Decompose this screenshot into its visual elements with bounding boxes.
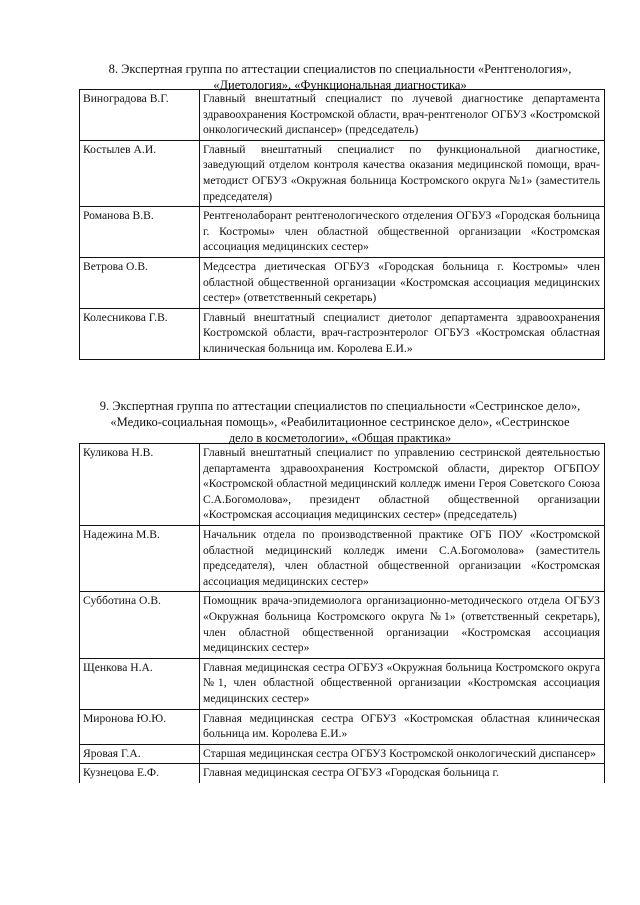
member-name: Костылев А.И. — [80, 140, 200, 206]
member-description: Начальник отдела по производственной практике ОГБ ПОУ «Костромской областной медицинский колледж имени С.А.Богомолова» (заместитель председателя), член областной общественной организации «Костромская ассоциация медицинских сестер» — [200, 525, 605, 591]
member-description: Медсестра диетическая ОГБУЗ «Городская больница г. Костромы» член областной общественной организации «Костромская ассоциация медицинских сестер» (ответственный секретарь) — [200, 257, 605, 308]
section-9-members-table — [79, 443, 605, 783]
table-row — [80, 140, 605, 206]
member-name: Субботина О.В. — [80, 592, 200, 658]
member-name: Кузнецова Е.Ф. — [80, 764, 200, 784]
member-description: Главная медицинская сестра ОГБУЗ «Окружная больница Костромского округа №1, член областной общественной организации «Костромская ассоциация медицинских сестер» — [200, 658, 605, 709]
member-name: Щенкова Н.А. — [80, 658, 200, 709]
section-8-members-table — [79, 89, 605, 360]
member-name: Ветрова О.В. — [80, 257, 200, 308]
heading-line: «Диетология», «Функциональная диагностика» — [213, 78, 467, 92]
table-row — [80, 658, 605, 709]
table-row — [80, 444, 605, 526]
table-row — [80, 308, 605, 359]
heading-line: 9. Экспертная группа по аттестации специалистов по специальности «Сестринское дело», — [99, 399, 581, 413]
table-row — [80, 257, 605, 308]
member-description: Рентгенолаборант рентгенологического отделения ОГБУЗ «Городская больница г. Костромы» член областной общественной организации «Костромская ассоциация медицинских сестер» — [200, 207, 605, 258]
table-row — [80, 592, 605, 658]
member-name: Яровая Г.А. — [80, 744, 200, 764]
table-row — [80, 709, 605, 744]
heading-line: 8. Экспертная группа по аттестации специалистов по специальности «Рентгенология», — [108, 62, 572, 76]
section-9-heading — [60, 398, 620, 446]
member-name: Куликова Н.В. — [80, 444, 200, 526]
table-row — [80, 744, 605, 764]
member-name: Романова В.В. — [80, 207, 200, 258]
table-row — [80, 764, 605, 784]
member-name: Надежина М.В. — [80, 525, 200, 591]
heading-line: «Медико-социальная помощь», «Реабилитационное сестринское дело», «Сестринское — [110, 415, 570, 429]
member-description: Старшая медицинская сестра ОГБУЗ Костромской онкологический диспансер» — [200, 744, 605, 764]
heading-line: дело в косметологии», «Общая практика» — [228, 431, 452, 445]
member-name: Миронова Ю.Ю. — [80, 709, 200, 744]
member-description: Главный внештатный специалист по управлению сестринской деятельностью департамента здравоохранения Костромской области, директор ОГБПОУ «Костромской областной медицинский колледж имени Героя Советского Союза С.А.Богомолова», президент областной общественной организации «Костромская ассоциация медицинских сестер» (председатель) — [200, 444, 605, 526]
member-description: Главный внештатный специалист диетолог департамента здравоохранения Костромской области, врач-гастроэнтеролог ОГБУЗ «Костромская областная клиническая больница им. Королева Е.И.» — [200, 308, 605, 359]
member-name: Колесникова Г.В. — [80, 308, 200, 359]
table-row — [80, 207, 605, 258]
member-description: Помощник врача-эпидемиолога организационно-методического отдела ОГБУЗ «Окружная больница Костромского округа №1» (ответственный секретарь), член областной общественной организации «Костромская ассоциация медицинских сестер» — [200, 592, 605, 658]
member-name: Виноградова В.Г. — [80, 90, 200, 141]
member-description: Главная медицинская сестра ОГБУЗ «Костромская областная клиническая больница им. Королева Е.И.» — [200, 709, 605, 744]
member-description: Главная медицинская сестра ОГБУЗ «Городская больница г. — [200, 764, 605, 784]
member-description: Главный внештатный специалист по лучевой диагностике департамента здравоохранения Костромской области, врач-рентгенолог ОГБУЗ «Костромской онкологический диспансер» (председатель) — [200, 90, 605, 141]
member-description: Главный внештатный специалист по функциональной диагностике, заведующий отделом контроля качества оказания медицинской помощи, врач-методист ОГБУЗ «Окружная больница Костромского округа №1» (заместитель председателя) — [200, 140, 605, 206]
table-row — [80, 525, 605, 591]
table-row — [80, 90, 605, 141]
